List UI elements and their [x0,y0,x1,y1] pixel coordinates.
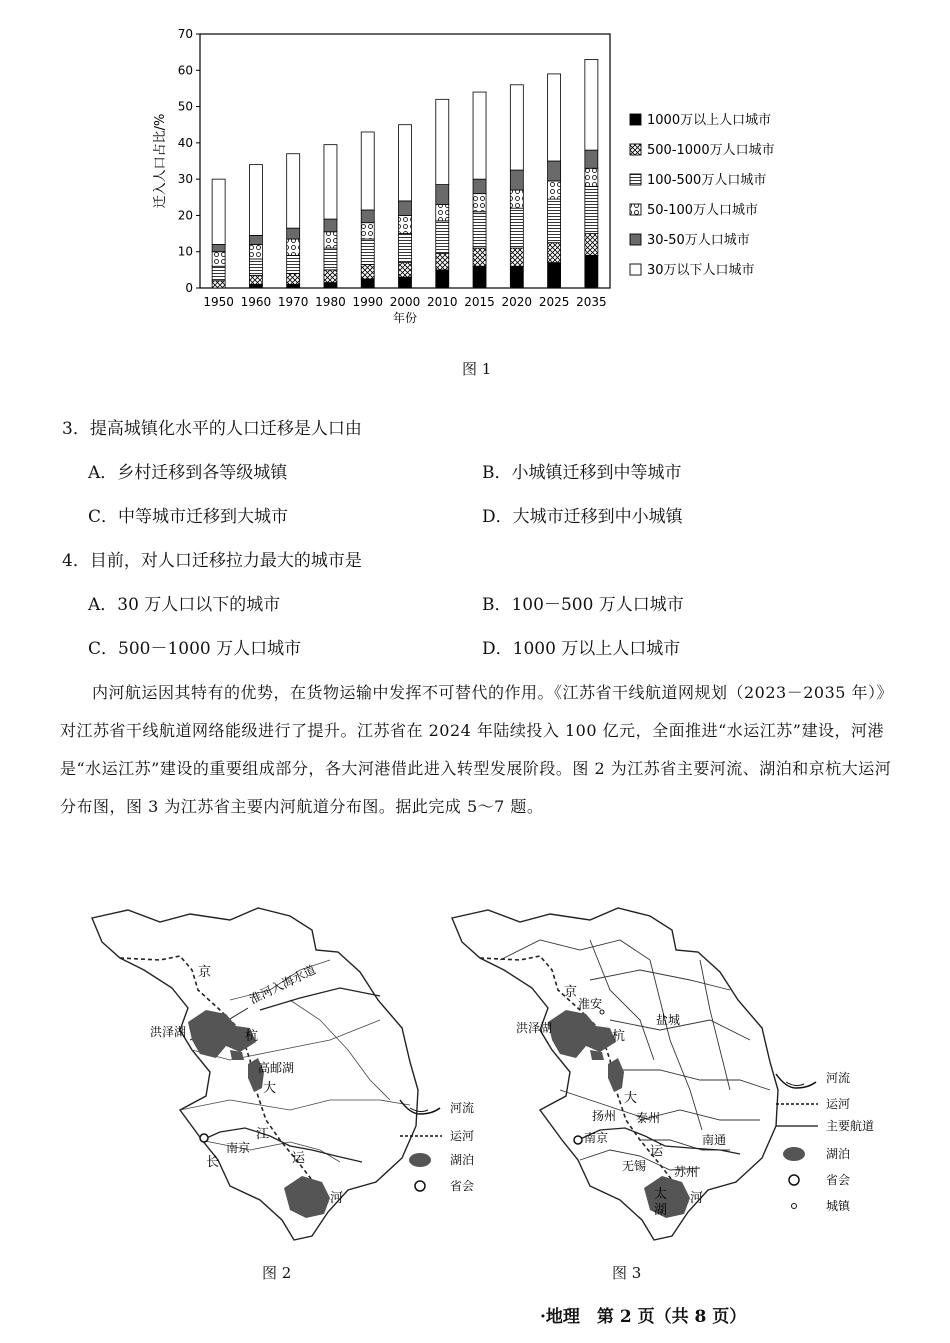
bar-segment [249,259,262,275]
map3-label-da: 大 [624,1091,638,1106]
map2-legend-lake: 湖泊 [450,1153,475,1167]
bar-segment [212,179,225,244]
map2-legend-capital: 省会 [450,1179,475,1193]
x-tick-label: 1980 [315,295,346,309]
bar-segment [249,284,262,288]
question-3-option-c: C．中等城市迁移到大城市 [88,507,289,527]
population-chart [150,20,830,350]
y-tick-label: 0 [185,281,193,295]
bar-segment [548,243,561,263]
bar-segment [361,223,374,239]
capital-marker [200,1134,208,1142]
map3-label-yangzhou: 扬州 [592,1109,617,1123]
map3-label-huaian: 淮安 [578,997,603,1011]
x-tick-label: 2035 [576,295,607,309]
bar-segment [510,266,523,288]
bar-segment [249,165,262,236]
map3-label-wuxi: 无锡 [622,1159,647,1173]
legend-swatch [630,234,641,245]
bar-segment [361,279,374,288]
map3-legend-route: 主要航道 [826,1119,875,1133]
legend-label: 500-1000万人口城市 [647,143,775,158]
x-tick-label: 1990 [352,295,384,309]
map3-label-yancheng: 盐城 [656,1013,681,1027]
legend-label: 30-50万人口城市 [647,233,750,248]
map3-legend-town: 城镇 [826,1199,851,1213]
question-4-stem: 4．目前，对人口迁移拉力最大的城市是 [62,551,362,571]
bar-segment [585,59,598,150]
bar-segment [473,212,486,248]
legend-swatch [630,264,641,275]
bar-segment [548,181,561,199]
map3-label-nantong: 南通 [702,1133,727,1147]
map3-label-taizhou: 泰州 [636,1111,661,1125]
x-tick-label: 1970 [277,295,309,309]
map3-legend-canal: 运河 [826,1097,851,1111]
map2-label-huaihe: 淮河入海水道 [247,962,319,1007]
bar-segment [585,150,598,168]
map2-label-yun: 运 [292,1151,306,1166]
legend-swatch [630,144,641,155]
bar-segment [324,270,337,283]
y-tick-label: 70 [177,27,193,41]
map2-label-nanjing: 南京 [226,1141,251,1155]
bar-segment [287,239,300,255]
map3-legend-lake: 湖泊 [826,1147,851,1161]
bar-segment [510,248,523,266]
map2-legend-river: 河流 [450,1101,475,1115]
bar-segment [361,132,374,210]
map3-label-hongzehu: 洪泽湖 [516,1021,553,1035]
bar-segment [436,254,449,270]
bar-segment [324,219,337,232]
bar-segment [249,235,262,244]
bar-segment [249,275,262,284]
x-tick-label: 2000 [389,295,421,309]
question-3-option-b: B．小城镇迁移到中等城市 [482,463,682,483]
bar-segment [473,248,486,266]
bar-segment [399,277,412,288]
question-4-option-b: B．100－500 万人口城市 [482,595,684,615]
map-figure-2 [80,900,500,1245]
legend-swatch [630,204,641,215]
bar-segment [287,284,300,288]
y-tick-label: 60 [177,63,193,78]
map3-legend-river: 河流 [826,1071,851,1085]
legend-label: 100-500万人口城市 [647,173,767,188]
bar-segment [212,281,225,288]
bar-segment [324,283,337,288]
passage [60,674,900,826]
bar-segment [324,232,337,248]
figure-3-caption: 图 3 [612,1264,642,1282]
y-tick-label: 50 [177,99,193,114]
map3-label-jing: 京 [564,985,578,1000]
bar-segment [473,92,486,179]
question-3-option-a: A．乡村迁移到各等级城镇 [88,463,288,483]
map2-label-chang: 长 [206,1155,220,1170]
legend-label: 30万以下人口城市 [647,263,755,278]
bar-segment [473,194,486,212]
question-4-option-d: D．1000 万以上人口城市 [482,639,681,659]
map3-label-nanjing: 南京 [584,1131,609,1145]
map3-label-yun: 运 [650,1144,664,1159]
map3-label-tai: 太 [654,1187,668,1202]
bar-segment [436,99,449,184]
y-tick-label: 20 [177,208,193,223]
bar-segment [399,234,412,263]
y-tick-label: 40 [177,135,193,150]
bar-segment [548,161,561,181]
x-tick-label: 2020 [501,295,533,309]
figure-1-caption: 图 1 [462,360,492,378]
question-4-option-c: C．500－1000 万人口城市 [88,639,302,659]
legend-label: 50-100万人口城市 [647,203,759,218]
bar-segment [399,125,412,201]
legend-label: 1000万以上人口城市 [647,113,772,128]
map2-label-hang: 杭 [245,1029,259,1044]
question-3-option-d: D．大城市迁移到中小城镇 [482,507,683,527]
bar-segment [585,234,598,256]
bar-segment [585,168,598,186]
x-axis-label: 年份 [392,311,418,325]
map2-label-da: 大 [263,1081,277,1096]
bar-segment [510,170,523,190]
map2-label-he: 河 [330,1191,344,1206]
question-3-stem: 3．提高城镇化水平的人口迁移是人口由 [62,419,362,439]
x-tick-label: 1950 [203,295,234,309]
y-tick-label: 30 [177,172,193,187]
bar-segment [548,199,561,243]
bar-segment [473,179,486,194]
bar-segment [510,190,523,208]
map2-label-jing: 京 [198,965,212,980]
bar-segment [212,252,225,267]
bar-segment [287,228,300,239]
bar-segment [436,185,449,205]
bar-segment [287,273,300,284]
map3-label-he: 河 [690,1191,704,1206]
map3-legend-capital: 省会 [826,1173,851,1187]
bar-segment [361,264,374,279]
bar-segment [249,244,262,259]
capital-marker [574,1136,582,1144]
bar-segment [510,208,523,248]
bar-segment [473,266,486,288]
map-figure-3 [440,900,880,1245]
map2-label-gaoyouhu: 高邮湖 [258,1061,295,1075]
bar-segment [585,255,598,288]
bar-segment [212,266,225,281]
page-footer: ·地理 第 2 页（共 8 页） [540,1307,747,1327]
passage-text: 内河航运因其特有的优势，在货物运输中发挥不可替代的作用。《江苏省干线航道网规划（2023－2035 年）》对江苏省干线航道网络能级进行了提升。江苏省在 2024 年陆续投入 100 亿元，全面推进“水运江苏”建设，河港是“水运江苏”建设的重要组成部分，各大河港借此进入转型发展阶段。图 2 为江苏省主要河流、湖泊和京杭大运河分布图，图 3 为江苏省主要内河航道分布图。据此完成 5～7 题。 [60,683,894,816]
y-axis-label: 迁入人口占比/% [153,113,168,209]
map3-label-suzhou: 苏州 [674,1165,699,1179]
map3-label-hang: 杭 [612,1029,626,1044]
bar-segment [436,270,449,288]
bar-segment [548,74,561,161]
bar-segment [212,244,225,251]
bar-segment [399,215,412,233]
bar-segment [324,248,337,270]
legend-swatch [630,114,641,125]
bar-segment [324,145,337,219]
bar-segment [399,201,412,216]
bar-segment [436,221,449,254]
x-tick-label: 2025 [538,295,570,309]
bar-segment [436,205,449,221]
map2-legend-canal: 运河 [450,1129,475,1143]
bar-segment [361,239,374,264]
figure-2-caption: 图 2 [262,1264,292,1282]
bar-segment [287,154,300,228]
bar-segment [585,186,598,233]
x-tick-label: 1960 [240,295,272,309]
legend-swatch [630,174,641,185]
bar-segment [399,263,412,278]
x-tick-label: 2015 [464,295,495,309]
bar-segment [510,85,523,170]
map3-label-hu: 湖 [654,1203,668,1218]
question-4-option-a: A．30 万人口以下的城市 [88,595,281,615]
map2-label-hongzehu: 洪泽湖 [150,1025,187,1039]
bar-segment [361,210,374,223]
y-tick-label: 10 [177,244,193,259]
x-tick-label: 2010 [426,295,458,309]
bar-segment [548,263,561,288]
bar-segment [287,255,300,273]
map2-label-jiang: 江 [256,1127,270,1142]
